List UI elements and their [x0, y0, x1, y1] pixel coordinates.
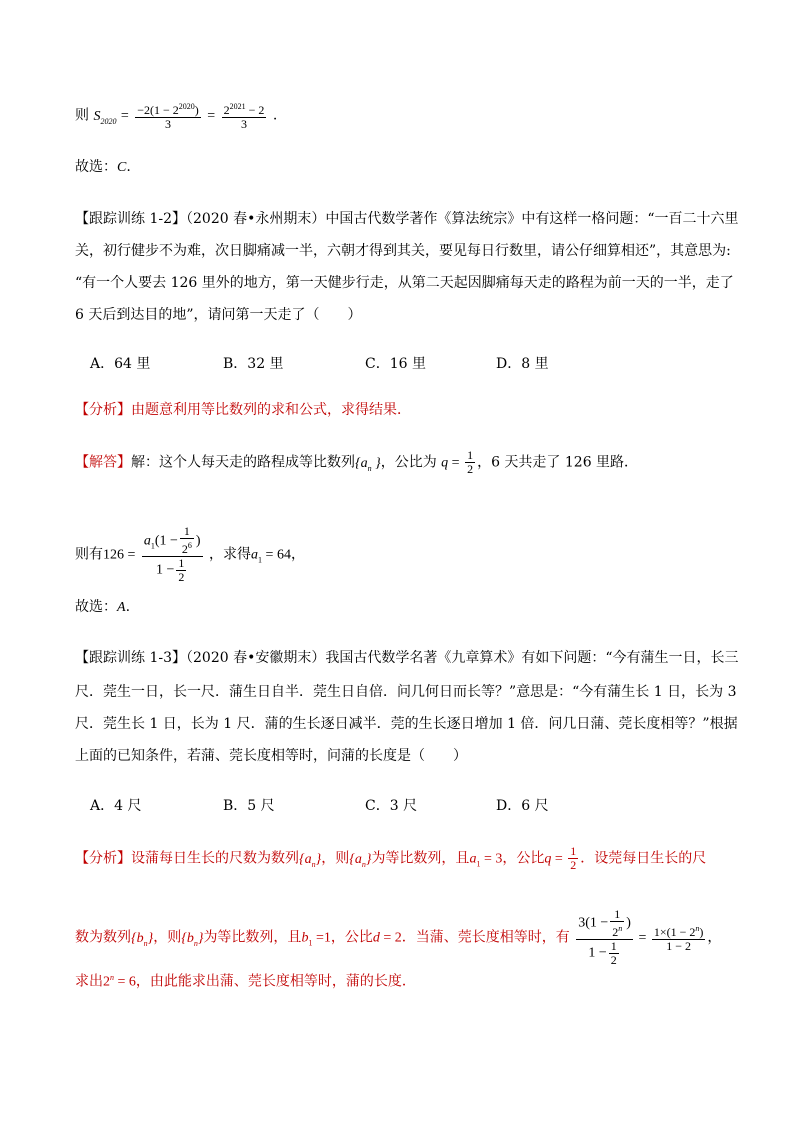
sum-formula-line: 则 $S_{2020}$ = $\frac{-2(1 - 2^{2020})}{3}$ = $\frac{2^{2021} - 2}{3}$ .: [75, 102, 278, 131]
question-1-3-line-4: 上面的已知条件，若蒲、莞长度相等时，问蒲的长度是（ ）: [75, 748, 467, 764]
answer-line-1: 故选：C.: [75, 159, 131, 175]
question-1-3-line-1: 【跟踪训练 1-3】（2020 春•安徽期末）我国古代数学名著《九章算术》有如下问题：“今有蒲生一日，长三: [75, 650, 739, 666]
question-1-3-line-3: 尺．莞生长 1 日，长为 1 尺．蒲的生长逐日减半．莞的生长逐日增加 1 倍．问几日蒲、莞长度相等？”根据: [75, 716, 738, 732]
question-1-2-line-3: “有一个人要去 126 里外的地方，第一天健步行走，从第二天起因脚痛每天走的路程为前一天的一半，走了: [75, 275, 734, 291]
analysis-3-line-3: 求出$2^n = 6$，由此能求出蒲、莞长度相等时，蒲的长度．: [75, 973, 416, 990]
solution-line: 【解答】解：这个人每天走的路程成等比数列{$a_n$ }，公比为 q = $\frac{1}{2}$ ，6 天共走了 126 里路．: [75, 448, 639, 476]
fraction-1: $\frac{-2(1 - 2^{2020})}{3}$: [137, 102, 199, 131]
rhs-fraction: $\frac{1\times(1 - 2^n)}{1 - 2}$: [653, 924, 704, 953]
question-1-2-line-4: 6 天后到达目的地”，请问第一天走了（ ）: [75, 307, 362, 323]
sequence-a: {$a_n$ }: [355, 455, 381, 473]
analysis-tag: 【分析】: [75, 850, 131, 867]
analysis-3-line-1: 【分析】设蒲每日生长的尺数为数列$\{a_n\}$，则$\{a_n\}$为等比数列，且$a_1 = 3$，公比q = $\frac{1}{2}$ ．设莞每日生长的尺: [75, 844, 707, 872]
fraction-2: $\frac{2^{2021} - 2}{3}$: [223, 102, 265, 131]
answer-line-2: 故选：A.: [75, 599, 131, 615]
option-a: A．4 尺: [90, 798, 142, 814]
question-tag: 【跟踪训练 1-2】: [75, 211, 186, 227]
option-a: A．64 里: [90, 356, 151, 372]
question-tag: 【跟踪训练 1-3】: [75, 650, 186, 666]
option-d: D．8 里: [496, 356, 549, 372]
analysis-tag: 【分析】: [75, 402, 131, 418]
option-b: B．32 里: [223, 356, 284, 372]
text: 则: [75, 107, 89, 124]
solution-tag: 【解答】: [75, 454, 131, 471]
analysis-3-line-2: 数为数列$\{b_n\}$，则$\{b_n\}$为等比数列，且$b_1 =1$，公比d = 2．当蒲、莞长度相等时，有 3(1 − $\frac{1}{2^n}$ ) 1 − $\frac{1}{2}$ = $\frac{1\times(1 - 2^n)}{1 - 2}$ ，: [75, 907, 722, 967]
ratio-fraction: $\frac{1}{2}$: [467, 448, 474, 476]
option-c: C．16 里: [365, 356, 426, 372]
analysis-line: 【分析】由题意利用等比数列的求和公式，求得结果．: [75, 402, 411, 418]
equation-line: 则有126 = $a_1(1$ − $\frac{1}{2^6}$ ) 1 − $\frac{1}{2}$ ，求得$a_1 = 64$，: [75, 524, 305, 584]
question-1-2-line-2: 关，初行健步不为难，次日脚痛减一半，六朝才得到其关，要见每日行数里，请公仔细算相还”，其意思为:: [75, 243, 731, 259]
big-fraction: 3(1 − $\frac{1}{2^n}$ ) 1 − $\frac{1}{2}$: [578, 907, 631, 967]
sum-symbol: $S_{2020}$: [93, 108, 117, 126]
question-1-2-line-1: 【跟踪训练 1-2】（2020 春•永州期末）中国古代数学著作《算法统宗》中有这样一格问题：“一百二十六里: [75, 211, 739, 227]
option-d: D．6 尺: [496, 798, 549, 814]
option-b: B．5 尺: [223, 798, 275, 814]
question-1-3-line-2: 尺．莞生一日，长一尺．蒲生日自半．莞生日自倍．问几何日而长等？”意思是：“今有蒲生长 1 日，长为 3: [75, 684, 737, 700]
sum-fraction: $a_1(1$ − $\frac{1}{2^6}$ ) 1 − $\frac{1}{2}$: [143, 524, 201, 584]
option-c: C．3 尺: [365, 798, 418, 814]
